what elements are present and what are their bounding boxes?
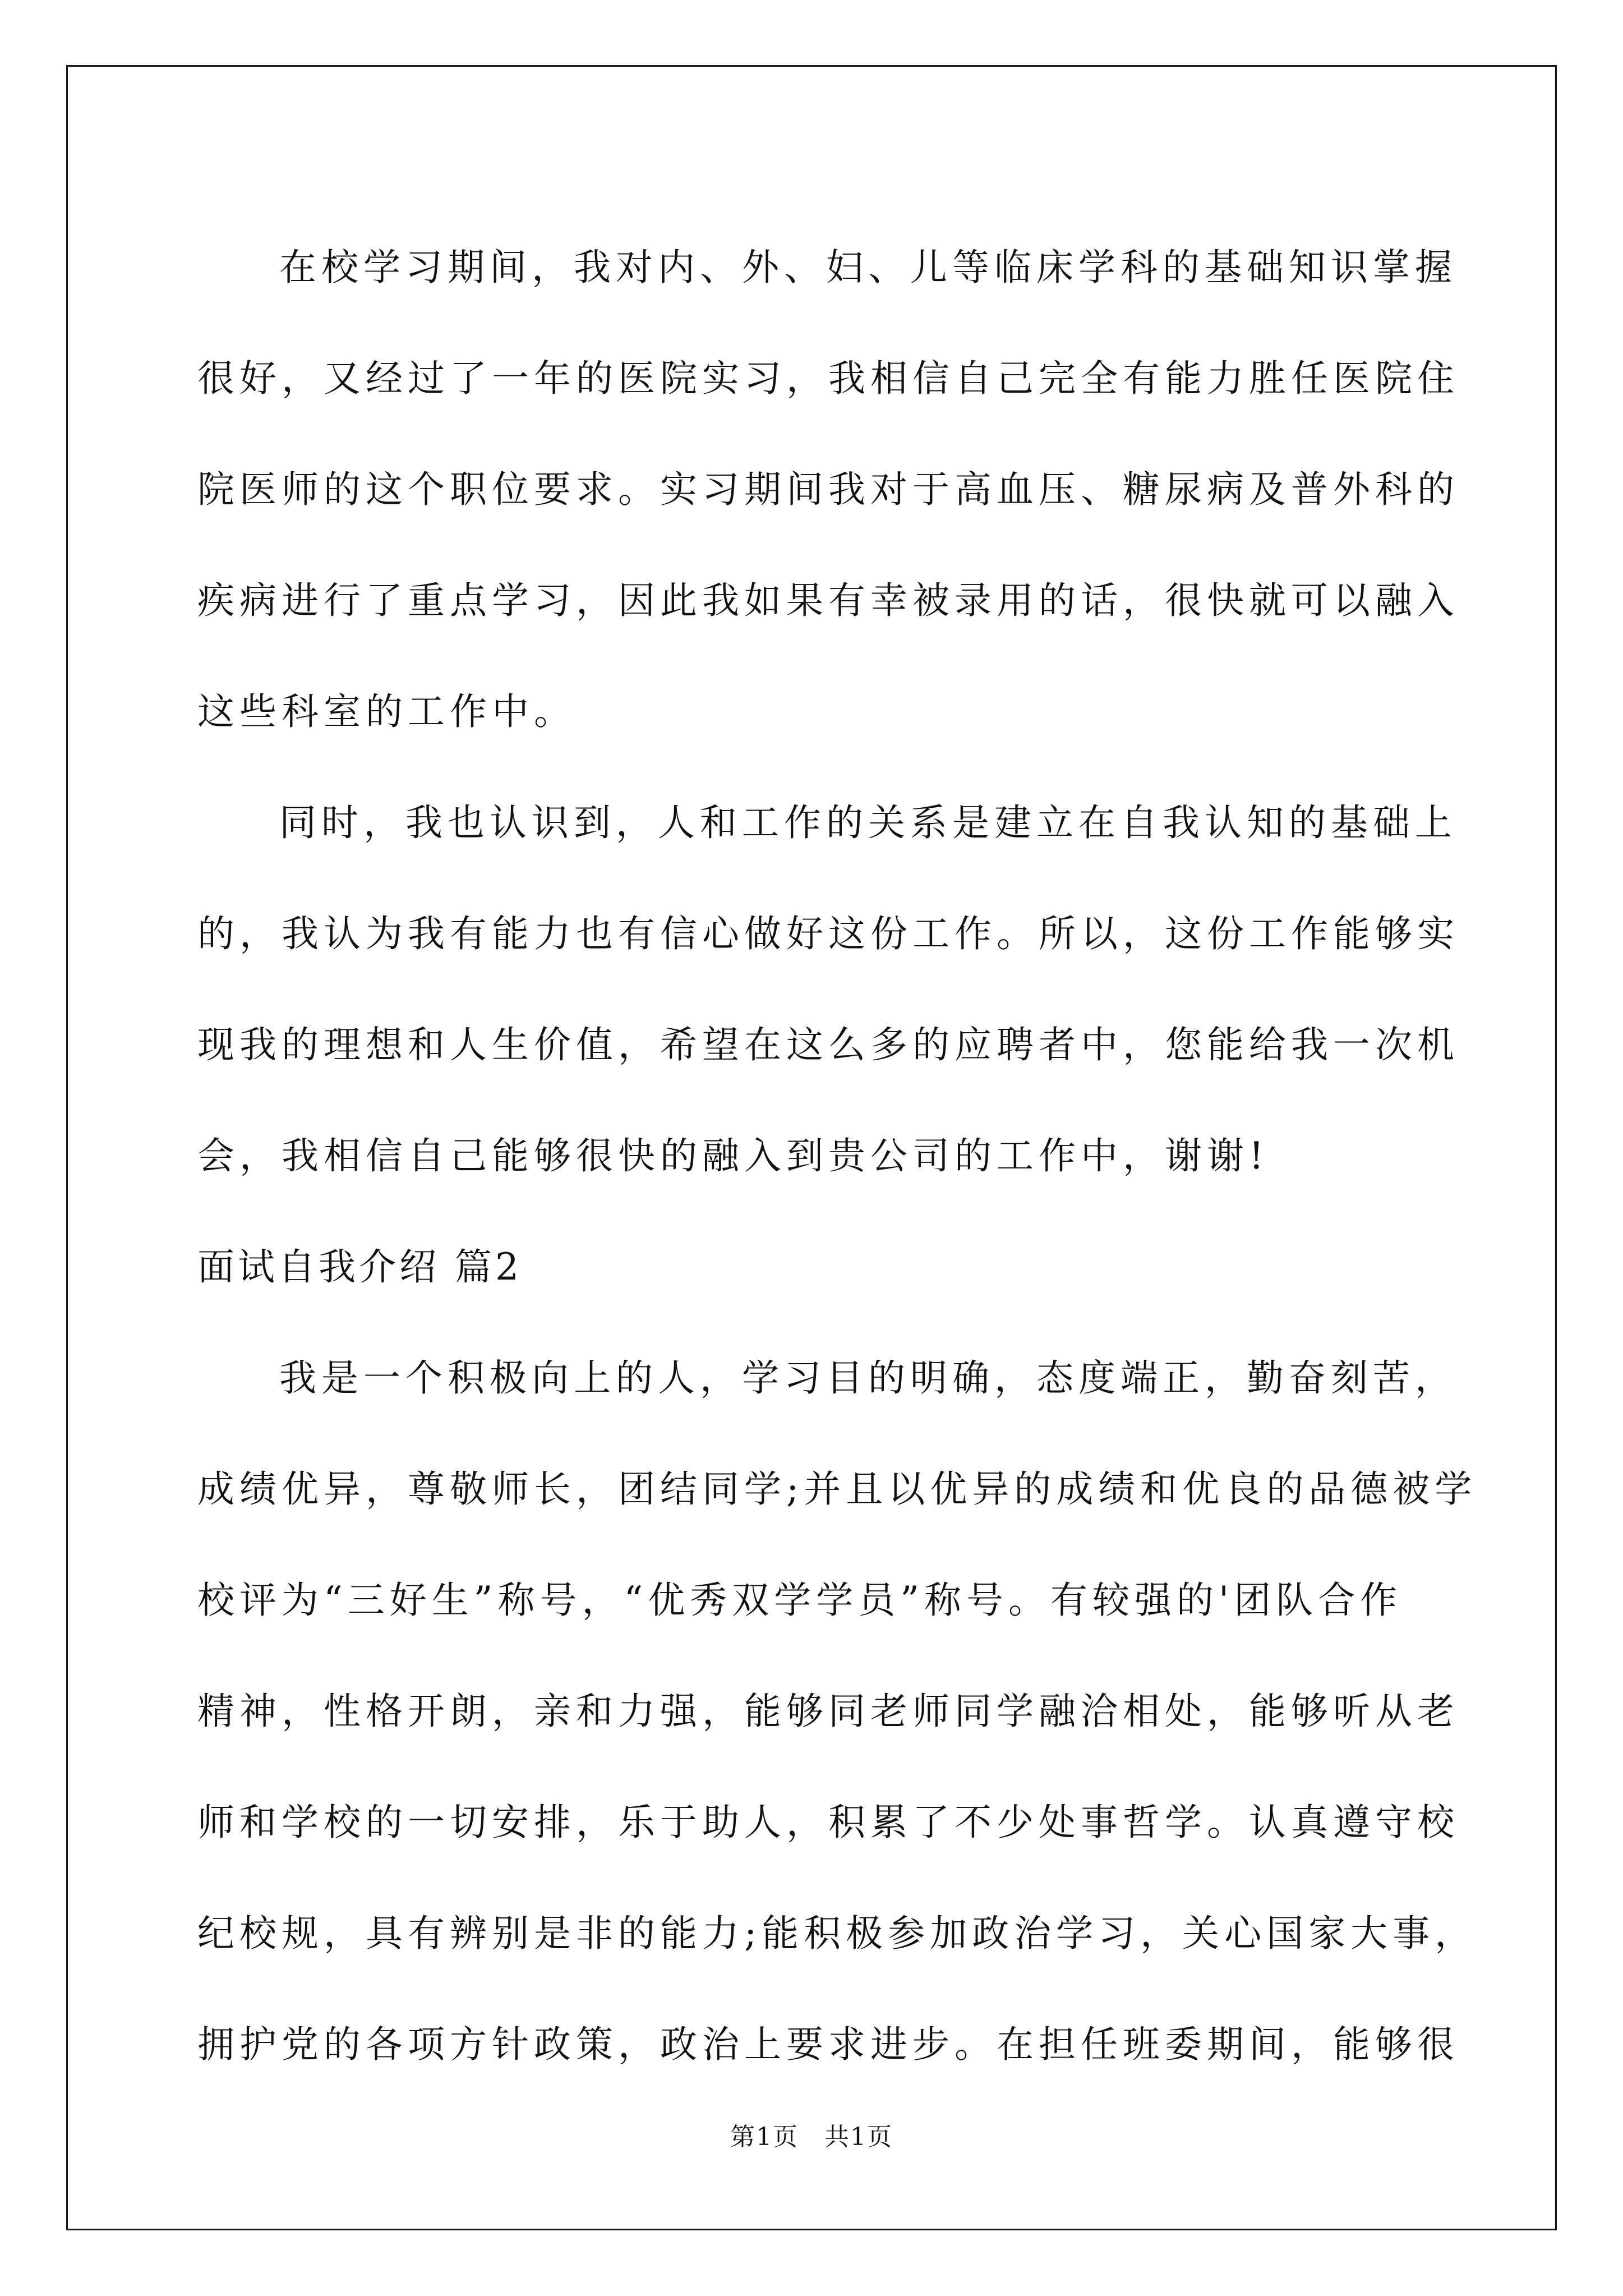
paragraph-1 <box>197 212 1459 767</box>
paragraph-3 <box>197 1323 1477 2100</box>
paragraph-line: 同时，我也认识到，人和工作的关系是建立在自我认知的基础上 <box>279 801 1457 844</box>
section-heading: 面试自我介绍 篇2 <box>197 1245 522 1289</box>
paragraph-line: 疾病进行了重点学习，因此我如果有幸被录用的话，很快就可以融入 <box>197 579 1459 622</box>
paragraph-line: 精神，性格开朗，亲和力强，能够同老师同学融洽相处，能够听从老 <box>197 1690 1459 1733</box>
paragraph-line: 校评为“三好生”称号，“优秀双学学员”称号。有较强的'团队合作 <box>197 1579 1403 1622</box>
paragraph-line: 成绩优异，尊敬师长，团结同学;并且以优异的成绩和优良的品德被学 <box>197 1467 1477 1511</box>
paragraph-line: 的，我认为我有能力也有信心做好这份工作。所以，这份工作能够实 <box>197 912 1459 955</box>
page-footer: 第1页 共1页 <box>730 2123 893 2151</box>
paragraph-line: 在校学习期间，我对内、外、妇、儿等临床学科的基础知识掌握 <box>279 246 1457 289</box>
paragraph-line: 院医师的这个职位要求。实习期间我对于高血压、糖尿病及普外科的 <box>197 468 1459 511</box>
document-body <box>197 212 1477 2100</box>
paragraph-line: 很好，又经过了一年的医院实习，我相信自己完全有能力胜任医院住 <box>197 357 1459 400</box>
paragraph-line: 拥护党的各项方针政策，政治上要求进步。在担任班委期间，能够很 <box>197 2023 1459 2066</box>
paragraph-line: 师和学校的一切安排，乐于助人，积累了不少处事哲学。认真遵守校 <box>197 1801 1459 1844</box>
paragraph-line: 我是一个积极向上的人，学习目的明确，态度端正，勤奋刻苦， <box>279 1356 1457 1400</box>
paragraph-line: 纪校规，具有辨别是非的能力;能积极参加政治学习，关心国家大事， <box>197 1912 1477 1955</box>
paragraph-line: 会，我相信自己能够很快的融入到贵公司的工作中，谢谢! <box>197 1134 1269 1177</box>
paragraph-2 <box>197 767 1459 1212</box>
paragraph-line: 现我的理想和人生价值，希望在这么多的应聘者中，您能给我一次机 <box>197 1023 1459 1066</box>
paragraph-line: 这些科室的工作中。 <box>197 690 576 733</box>
